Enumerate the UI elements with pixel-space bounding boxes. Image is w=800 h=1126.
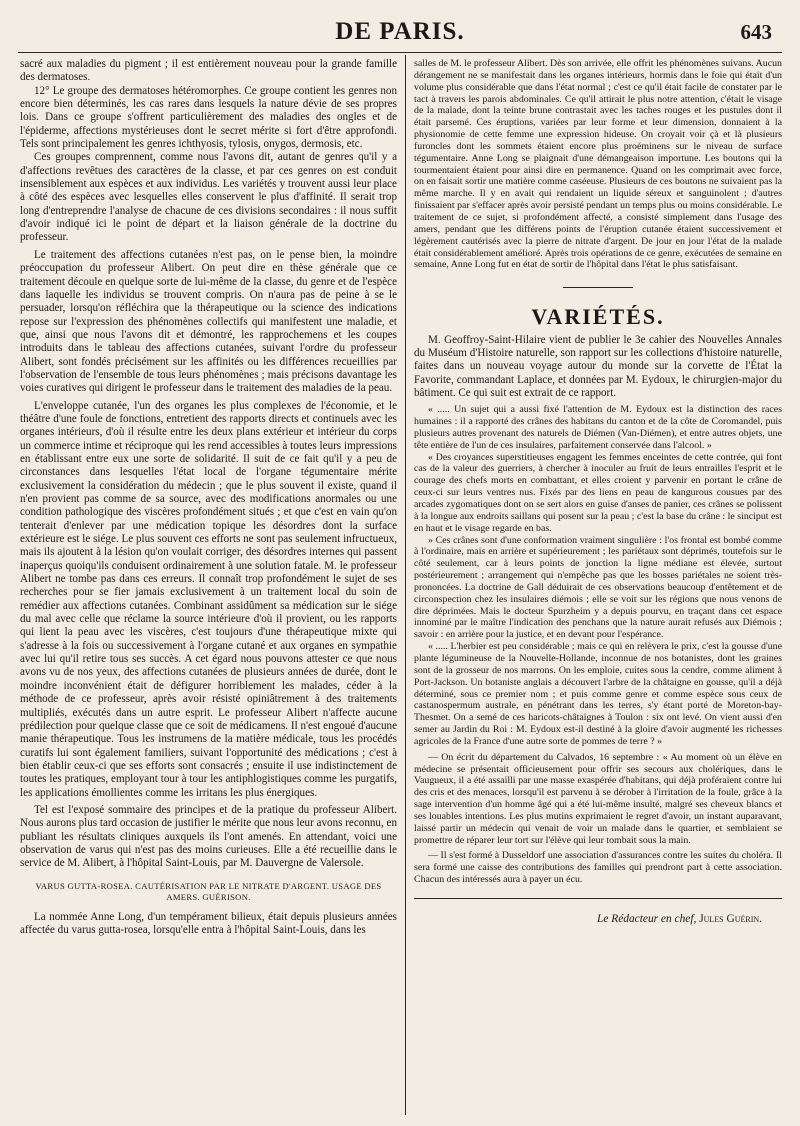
signature-name: Jules Guérin. — [699, 913, 762, 925]
quote-paragraph: « ..... Un sujet qui a aussi fixé l'attention de M. Eydoux est la distinction des races humaines : il a rapporté des crânes des habitans du canton et de la côte de Coromandel, puis plusieurs autres provenant des naturels de Diémen (Van-Diémen), et entre autres objets, une tête entière de l'un de ces insulaires, parfaitement conservée dans l'alcool. » — [414, 404, 782, 451]
quote-paragraph: « Des croyances superstitieuses engagent les femmes enceintes de cette contrée, qui font cas de la valeur des guerriers, à chercher à inoculer au fruit de leurs entrailles l'esprit et le courage des chefs morts en combattant, et elles croient y parvenir en portant le crâne de ceux-ci sur leurs ventres nus. Fixés par des liens en peau de kangurous cousues par des arcades zygomatiques dont on se sert alors en guise d'anses de panier, ces crânes se polissent à la longue aux endroits saillans qui posent sur la peau ; c'est la base du crâne : le sinciput est en haut et le visage regarde en bas. — [414, 451, 782, 534]
page-number: 643 — [740, 20, 772, 44]
paragraph: La nommée Anne Long, d'un tempérament bilieux, était depuis plusieurs années affectée du varus gutta-rosea, lorsqu'elle entra à l'hôpital Saint-Louis, dans les — [20, 910, 397, 936]
case-subheading: VARUS GUTTA-ROSEA. CAUTÉRISATION PAR LE NITRATE D'ARGENT. USAGE DES AMERS. GUÉRISON. — [35, 880, 382, 903]
header-rule — [18, 52, 782, 53]
section-title: VARIÉTÉS. — [531, 304, 665, 330]
page-header-title: DE PARIS. — [335, 18, 465, 45]
paragraph: sacré aux maladies du pigment ; il est entièrement nouveau pour la grande famille des dermatoses. — [20, 58, 397, 84]
paragraph: Ces groupes comprennent, comme nous l'avons dit, autant de genres qu'il y a d'affections revêtues des caractères de la classe, et par ces genres on est conduit insensiblement aux espèces et aux individus. Les variétés y trouvent aussi leur place à côté des espèces avec lesquelles elles conservent le plus d'affinité. Il serait trop long d'entreprendre l'analyse de chacune de ces divisions secondaires : il nous suffit d'avoir indiqué ici le point de départ et la liaison générale de la doctrine du professeur. — [20, 151, 397, 244]
quote-paragraph: » Ces crânes sont d'une conformation vraiment singulière : l'os frontal est bombé comme à l'ordinaire, mais en arrière et supérieurement ; les pariétaux sont déprimés, toutefois sur le côté seulement, car à leurs points de jonction la ligne médiane est élevée, surtout postérieurement ; arrangement qui n'empêche pas que les bosses pariétales ne soient très-prononcées. La doctrine de Gall déduirait de ces observations beaucoup d'entêtement et de circonspection chez les insulaires diémois ; elle se voit sur les régions que nous venons de dire déprimées. Mais le docteur Spurzheim y a depuis pourvu, en traçant dans cet espace innominé par le maître l'indication des penchans que la nature aurait refusés aux Diémois ; savoir : en arrière pour la justice, et en devant pour l'espérance. — [414, 534, 782, 641]
news-item: — Il s'est formé à Dusseldorf une association d'assurances contre les suites du choléra. Il sera formé une caisse des contributions des familles qui prendront part à cette association. Chacun des intéressés aura à payer un écu. — [414, 850, 782, 886]
quote-paragraph: « ..... L'herbier est peu considérable ; mais ce qui en relèvera le prix, c'est la gousse d'une plante légumineuse de la Nouvelle-Hollande, inconnue de nos botanistes, dont les graines sont de la grosseur de nos marrons. On les emploie, cuites sous la cendre, comme aliment à Port-Jackson. Un botaniste anglais a découvert l'arbre de la châtaigne en gousse, qu'il a déjà déterminé, sous ce premier nom ; et puis comme genre et comme espèce sous ceux de castanospermum australe, en pénétrant dans les terres, s'y étant porté de Moreton-bay-Thesmet. On a semé de ces haricots-châtaignes à Toulon : six ont levé. On vient aussi d'en semer au Jardin du Roi : M. Eydoux est-il destiné à la gloire d'avoir augmenté les richesses agricoles de la France d'une autre sorte de pommes de terre ? » — [414, 641, 782, 747]
section-divider — [563, 287, 633, 288]
signature-rule — [414, 898, 782, 899]
editor-signature — [414, 913, 782, 926]
paragraph: Tel est l'exposé sommaire des principes et de la pratique du professeur Alibert. Nous aurons plus tard occasion de justifier le mérite que nous leur avons reconnu, en publiant les résultats cliniques auxquels ils l'ont amenés. En attendant, voici une observation de varus qui n'est pas des moins curieuses. Elle a été recueillie dans le service de M. Alibert, à l'hôpital Saint-Louis, par M. Dauvergne de Valersole. — [20, 803, 397, 870]
news-item: — On écrit du département du Calvados, 16 septembre : « Au moment où un élève en médecine se présentait officieusement pour offrir ses secours aux cholériques, dans le Vaugueux, il a été assailli par une masse exaspérée d'habitans, qui déjà proféraient contre lui des cris et des menaces, lorsqu'il est parvenu à se dérober à l'irritation de la foule, grâce à la sage intervention d'un homme âgé qui a été lui-même insulté, malgré ses cheveux blancs et ses louables intentions. Les plus mutins exprimaient le regret d'avoir, un instant auparavant, laissé partir un médecin qui venait de voir un malade dans le quartier, et semblaient se promettre de réparer leur tort sur l'élève qui leur tombait sous la main. — [414, 751, 782, 846]
paragraph: 12° Le groupe des dermatoses hétéromorphes. Ce groupe contient les genres non encore bien déterminés, les cas rares dans lesquels la nature dévie de ses propres lois. Dans ce groupe s'offrent particulièrement des maladies des ongles et de l'épiderme, affections mystérieuses dont le secret mérite si fort d'être approfondi. Tels sont principalement les genres ichthyosis, tylosis, onygos, dermosis, etc. — [20, 84, 397, 151]
right-column — [414, 58, 782, 926]
column-divider — [405, 55, 406, 1115]
signature-label: Le Rédacteur en chef, — [597, 913, 697, 925]
paragraph: L'enveloppe cutanée, l'un des organes les plus complexes de l'économie, et le théâtre d'une foule de fonctions, entretient des rapports directs et continuels avec les organes intérieurs, d'où il résulte entre les deux plans extérieur et intérieur du corps un commerce intime et réciproque qui les rend accessibles à toutes leurs impressions en établissant entre eux une sorte de solidarité. Il suit de ce fait qu'il y a peu de circonstances dans lesquelles l'état local de l'organe tégumentaire mérite exclusivement la considération du médecin ; que le plus souvent il existe, quand il n'en provient pas comme de sa source, avec des modifications anormales ou une condition pathologique des viscères profondément situés ; et que c'est en vain qu'on tenterait d'enlever par une médication topique les désordres dont la surface extérieure est le siége. Le plus souvent ces efforts ne sont pas seulement infructueux, mais ils ajoutent à la lésion qu'on voulait corriger, des désordres internes qui passent inaperçus quoiqu'ils conduisent ordinairement à une solution fatale. M. le professeur Alibert ne tombe pas dans ces erreurs. Il connaît trop profondément le sujet de ses recherches pour se fier jamais exclusivement à un traitement local du soin de remédier aux affections cutanées. Combinant assidûment sa médication sur le siége du mal avec celle que réclame la source intérieure d'où il provient, ou les rapports qui lient la peau avec les viscères, c'est toujours d'une thérapeutique mixte qui s'adresse à la fois ou successivement à l'organe cutané et aux organes en sympathie avec lui qu'il retire tous ses succès. A cet égard nous pouvons attester ce que nous avons vu de nos yeux, des affections cutanées de plusieurs années de durée, dont le moindre inconvénient était de défigurer horriblement les malades, céder à la méthode de ce professeur, après avoir résisté opiniâtrement à des traitements multipliés, exécutés dans un autre esprit. Le professeur Alibert n'affecte aucune prédilection pour quelque classe que ce soit de médicamens. Il n'est engoué d'aucune manie thérapeutique. Tous les instrumens de la matière médicale, tous les procédés curatifs lui sont également familiers, suivant l'opportunité des médications ; c'est à bien établir ceux-ci que ses efforts sont consacrés ; ensuite il use indistinctement de toutes les pratiques, employant tour à tour les antiphlogistiques comme les purgatifs, les applications émollientes comme les irritans les plus énergiques. — [20, 399, 397, 799]
paragraph: Le traitement des affections cutanées n'est pas, on le pense bien, la moindre préoccupation du professeur Alibert. On peut dire en thèse générale que ce traitement découle en quelque sorte de lui-même de la classe, du genre et de l'espèce dans laquelle les individus se trouvent compris. On n'aura pas de peine à se le persuader, lorsqu'on réfléchira que la thérapeutique ou la science des indications repose sur l'expression des phénomènes collectifs qui manifestent une maladie, et que, ainsi que nous l'avons dit et démontré, les rapprochemens et les coupes introduits dans le tableau des affections cutanées, suivant l'ordre du professeur Alibert, sont fondés précisément sur les affinités ou les différences recueillies par l'observation de l'ensemble de tous leurs phénomènes ; mais précisons davantage les voies curatives qui dirigent le professeur dans le traitement des maladies de la peau. — [20, 248, 397, 395]
paragraph: M. Geoffroy-Saint-Hilaire vient de publier le 3e cahier des Nouvelles Annales du Muséum d'Histoire naturelle, son rapport sur les collections d'histoire naturelle, faites dans un nouveau voyage autour du monde sur la corvette de l'État la Favorite, commandant Laplace, et données par M. Eydoux, le chirurgien-major du bâtiment. Ce qui suit est extrait de ce rapport. — [414, 333, 782, 399]
left-column — [20, 58, 397, 937]
paragraph: salles de M. le professeur Alibert. Dès son arrivée, elle offrit les phénomènes suivans. Aucun dérangement ne se manifestait dans les organes intérieurs, hormis dans le foie qui était d'un volume plus considérable que dans l'état normal ; c'est ce qu'il était facile de constater par le tact à travers les parois abdominales. Ce qu'il attirait le plus notre attention, c'était le visage de la malade, dont la teinte brune contrastait avec les taches rouges et les pustules dont il était parsemé. Ces éruptions, variées par leur forme et leur dimension, donnaient à la physionomie de cette femme une expression hideuse. On croyait voir çà et là plusieurs furoncles dont les sommets étaient encore plus proéminens sur le niveau de surface tégumentaire. Anne Long se plaignait d'une démangeaison importune. Les boutons qui la tourmentaient étaient pour ainsi dire en permanence. Quand on les comprimait avec force, on en faisait sortir une matière comme caséeuse. Plusieurs de ces boutons ne suivaient pas la même marche. Il y en avait qui rendaient un liquide séreux et sanguinolent ; d'autres finissaient par s'effacer après avoir persisté pendant un temps plus ou moins considérable. Le traitement de ce sujet, si profondément affecté, a consisté simplement dans l'usage des amers, pendant que les différens points de l'éruption cutanée étaient successivement et légèrement cautérisés avec la pierre de nitrate d'argent. De jour en jour l'état de la malade était considérablement amélioré. Après trois opérations de ce genre, exécutées de semaine en semaine, Anne Long fut en état de sortir de l'hôpital dans l'état le plus satisfaisant. — [414, 58, 782, 271]
